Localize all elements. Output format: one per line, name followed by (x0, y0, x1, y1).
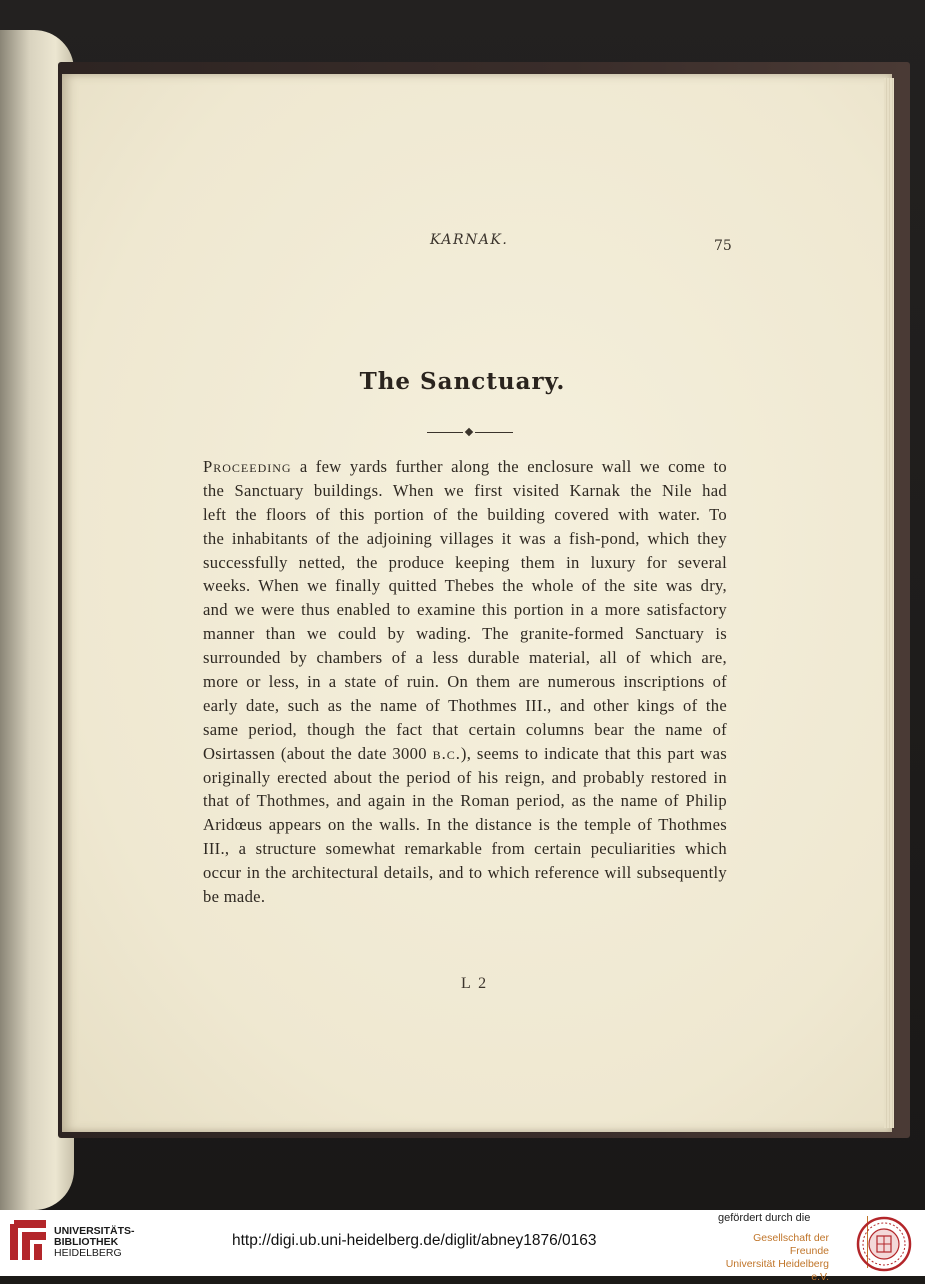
library-name-line1: UNIVERSITÄTS- (54, 1225, 135, 1237)
ub-logo-icon[interactable] (10, 1220, 46, 1260)
body-line: originally erected about the period of his reign, and probably restored in (203, 767, 727, 787)
library-name-line2: BIBLIOTHEK (54, 1236, 119, 1248)
body-line: early date, such as the name of Thothmes III., and other kings of the (203, 695, 727, 715)
sponsor-name-line2: Universität Heidelberg e.V. (725, 1258, 829, 1283)
body-line: surrounded by chambers of a less durable material, all of which are, (203, 648, 727, 668)
signature-mark: L 2 (461, 975, 489, 992)
body-paragraph (203, 455, 727, 909)
running-head: KARNAK. (430, 232, 509, 248)
body-line: occur in the architectural details, and to which reference will subsequently (203, 863, 727, 883)
title-ornament (427, 429, 513, 437)
body-line: Proceeding a few yards further along the enclosure wall we come to (203, 457, 727, 476)
body-line: Aridœus appears on the walls. In the distance is the temple of Thothmes (203, 815, 727, 835)
permalink-url[interactable]: http://digi.ub.uni-heidelberg.de/diglit/abney1876/0163 (232, 1232, 597, 1249)
body-line: same period, though the fact that certain columns bear the name of (203, 719, 727, 739)
university-seal-icon[interactable] (854, 1216, 914, 1272)
page-number: 75 (714, 238, 732, 254)
body-line: and we were thus enabled to examine this portion in a more satisfactory (203, 600, 727, 620)
body-line: left the floors of this portion of the building covered with water. To (203, 504, 727, 524)
body-line: III., a structure somewhat remarkable from certain peculiarities which (203, 839, 727, 859)
body-line: Osirtassen (about the date 3000 b.c.), seems to indicate that this part was (203, 743, 727, 763)
body-line: be made. (203, 887, 266, 907)
body-line: more or less, in a state of ruin. On them are numerous inscriptions of (203, 672, 727, 692)
library-name-line3: HEIDELBERG (54, 1247, 122, 1259)
body-line: successfully netted, the produce keeping them in luxury for several (203, 552, 727, 572)
sponsor-name-line1: Gesellschaft der Freunde (753, 1232, 829, 1257)
body-line: weeks. When we finally quitted Thebes the whole of the site was dry, (203, 576, 727, 596)
body-line: that of Thothmes, and again in the Roman period, as the name of Philip (203, 791, 727, 811)
body-line: manner than we could by wading. The granite-formed Sanctuary is (203, 624, 727, 644)
library-name[interactable] (54, 1226, 135, 1259)
abbreviation-smallcaps: b.c. (432, 743, 461, 763)
body-line: the Sanctuary buildings. When we first visited Karnak the Nile had (203, 480, 727, 500)
page-edge-stack (884, 78, 894, 1128)
sponsor-label: gefördert durch die (718, 1212, 811, 1224)
section-title: The Sanctuary. (359, 368, 566, 395)
sponsor-name[interactable] (719, 1232, 829, 1284)
body-line: the inhabitants of the adjoining villages it was a fish-pond, which they (203, 528, 727, 548)
drop-word-smallcaps: Proceeding (203, 457, 292, 476)
